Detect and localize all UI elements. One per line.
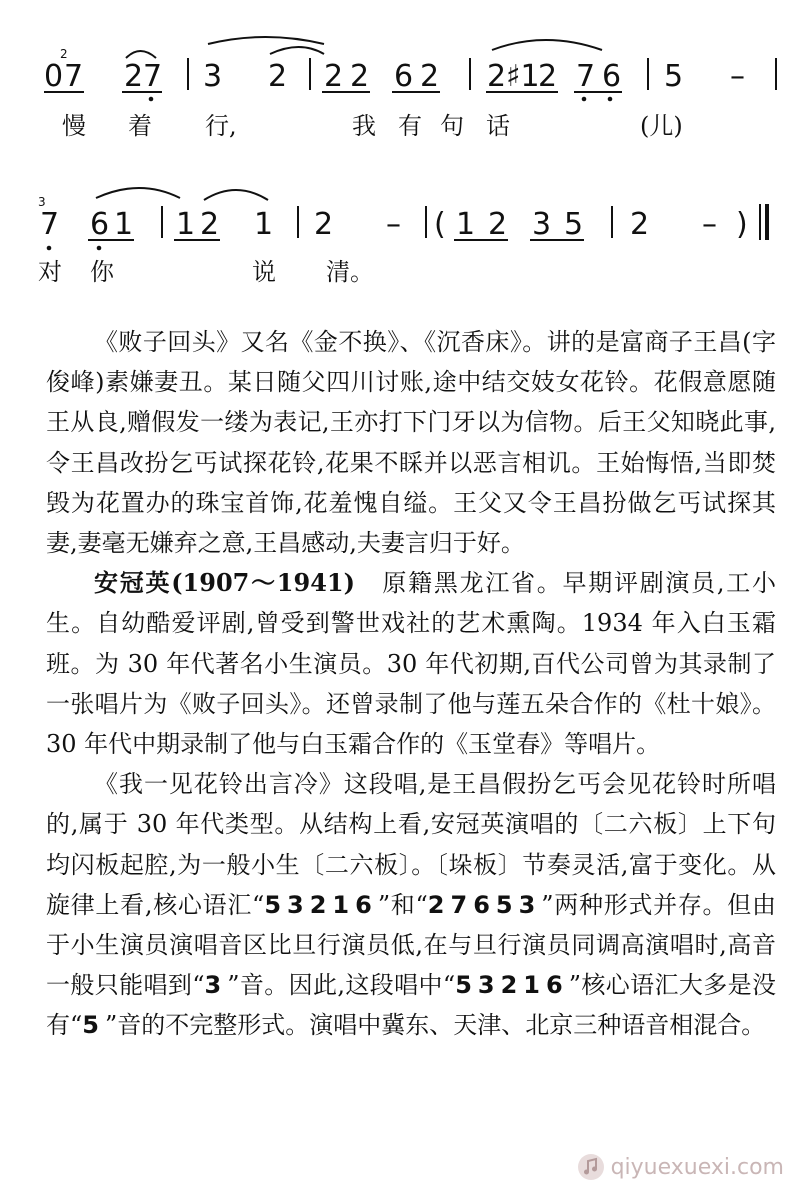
lyric: 着 [128, 112, 152, 140]
lyric: 清。 [326, 258, 374, 286]
note: – [386, 207, 401, 242]
grace-note-mark: 2 [60, 47, 68, 61]
lyric: 对 [38, 258, 62, 286]
note: 1 [456, 207, 476, 242]
note: 7 [143, 59, 163, 94]
note: 2 [488, 207, 508, 242]
note: 2 [268, 59, 288, 94]
note: 6 [394, 59, 414, 94]
note: ♯1 [506, 59, 540, 94]
note: – [730, 59, 745, 94]
note: – [702, 207, 717, 242]
analysis-text: ”和“ [377, 890, 428, 919]
lyric: 句 [440, 112, 464, 140]
note: 6 [90, 207, 110, 242]
watermark [577, 1153, 784, 1181]
note: 2 [350, 59, 370, 94]
note: 2 [538, 59, 558, 94]
watermark-text: qiyuexuexi.com [610, 1154, 784, 1180]
music-note-icon [577, 1153, 605, 1181]
note: ( [434, 207, 446, 242]
note: 7 [64, 59, 84, 94]
note: 6 [602, 59, 622, 94]
note: 5 [564, 207, 584, 242]
note: 2 [200, 207, 220, 242]
notation-phrase: 53216 [455, 971, 569, 1000]
lyric: 你 [90, 258, 114, 286]
lyric: 有 [398, 112, 422, 140]
article-body [46, 322, 776, 1046]
notation-phrase: 53216 [264, 890, 378, 919]
note: 7 [576, 59, 596, 94]
analysis-text: ”核心语汇大多是没有“ [46, 971, 776, 1040]
paragraph-synopsis: 《败子回头》又名《金不换》、《沉香床》。讲的是富商子王昌(字俊峰)素嫌妻丑。某日随父四川讨账,途中结交妓女花铃。花假意愿随王从良,赠假发一缕为表记,王亦打下门牙以为信物。后王父知晓此事,令王昌改扮乞丐试探花铃,花果不睬并以恶言相讥。王始悔悟,当即焚毁为花置办的珠宝首饰,花羞愧自缢。王父又令王昌扮做乞丐试探其妻,妻毫无嫌弃之意,王昌感动,夫妻言归于好。 [46, 328, 776, 558]
performer-name: 安冠英(1907～1941) [94, 568, 355, 598]
lyric: (儿) [640, 112, 683, 140]
lyric: 我 [352, 112, 376, 140]
note: 2 [487, 59, 507, 94]
note: 2 [420, 59, 440, 94]
notation-phrase: 3 [204, 971, 228, 1000]
note: 1 [114, 207, 134, 242]
biography-text: 原籍黑龙江省。早期评剧演员,工小生。自幼酷爱评剧,曾受到警世戏社的艺术熏陶。1934 年入白玉霜班。为 30 年代著名小生演员。30 年代初期,百代公司曾为其录制了一张唱片为《败子回头》。还曾录制了他与莲五朵合作的《杜十娘》。30 年代中期录制了他与白玉霜合作的《玉堂春》等唱片。 [46, 569, 776, 759]
note: 2 [314, 207, 334, 242]
note: 2 [124, 59, 144, 94]
note: ) [736, 207, 748, 242]
lyric: 行, [205, 112, 237, 140]
note: 5 [664, 59, 684, 94]
note: 1 [254, 207, 274, 242]
lyric: 说 [252, 258, 276, 286]
paragraph-analysis [46, 764, 776, 1045]
analysis-text: ”音。因此,这段唱中“ [227, 971, 456, 1000]
lyric: 话 [486, 112, 510, 140]
analysis-text: ”音的不完整形式。演唱中冀东、天津、北京三种语音相混合。 [104, 1011, 766, 1040]
music-score [0, 0, 810, 300]
notation-phrase: 5 [82, 1011, 105, 1040]
grace-note-mark: 3 [38, 195, 46, 209]
paragraph-biography [46, 563, 776, 764]
note: 2 [324, 59, 344, 94]
note: 3 [532, 207, 552, 242]
analysis-text: 《我一见花铃出言冷》这段唱,是王昌假扮乞丐会见花铃时所唱的,属于 30 年代类型。从结构上看,安冠英演唱的〔二六板〕上下句均闪板起腔,为一般小生〔二六板〕。〔垛板〕节奏灵活,富于变化。从旋律上看,核心语汇“ [46, 770, 776, 919]
notation-phrase: 27653 [427, 890, 542, 919]
lyric: 慢 [62, 112, 86, 140]
note: 0 [44, 59, 64, 94]
analysis-text: ”两种形式并存。但由于小生演员演唱音区比旦行演员低,在与旦行演员同调高演唱时,高音一般只能唱到“ [46, 890, 776, 1000]
note: 2 [630, 207, 650, 242]
note: 3 [203, 59, 223, 94]
note: 1 [176, 207, 196, 242]
note: 7 [40, 207, 60, 242]
